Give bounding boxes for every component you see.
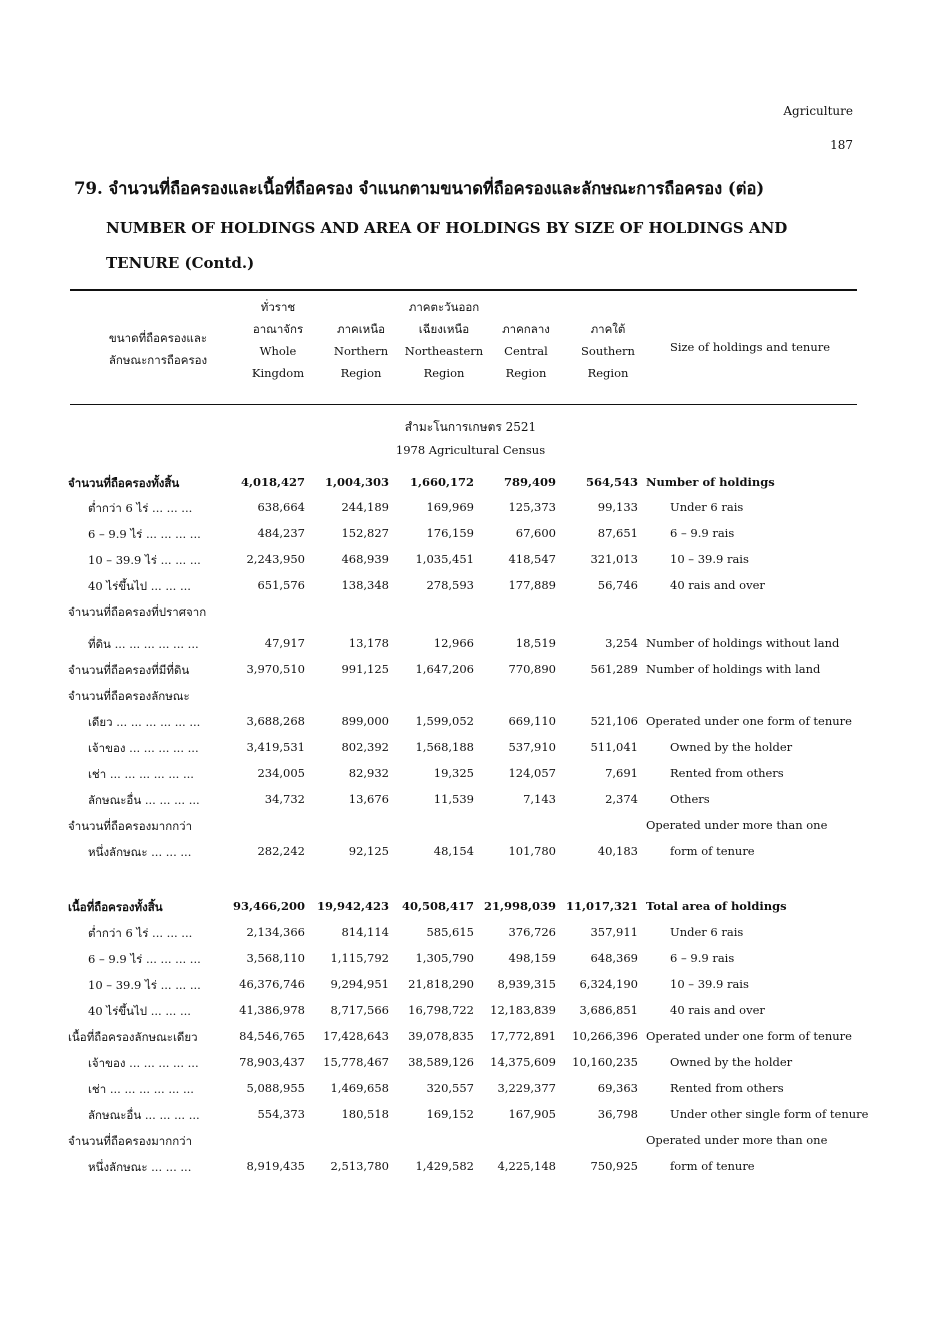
table-row	[0, 526, 941, 548]
column-header-line: ขนาดที่ถือครองและ	[108, 331, 208, 345]
table-title-english: NUMBER OF HOLDINGS AND AREA OF HOLDINGS BY SIZE OF HOLDINGS AND	[106, 219, 788, 237]
column-header-line: อาณาจักร	[252, 322, 304, 336]
row-label-english: Under 6 rais	[670, 500, 744, 514]
table-row	[0, 844, 941, 866]
row-label-thai: ต่ำกว่า 6 ไร่ ... ... ...	[88, 926, 193, 940]
cell-southern: 3,254	[605, 636, 638, 650]
cell-central: 12,183,839	[490, 1003, 556, 1017]
cell-whole-kingdom: 84,546,765	[239, 1029, 305, 1043]
cell-northeastern: 48,154	[433, 844, 474, 858]
cell-whole-kingdom: 47,917	[264, 636, 305, 650]
table-row	[0, 552, 941, 574]
cell-whole-kingdom: 234,005	[257, 766, 305, 780]
cell-central: 418,547	[508, 552, 556, 566]
column-header-line: ภาคใต้	[590, 322, 626, 336]
row-label-thai: ต่ำกว่า 6 ไร่ ... ... ...	[88, 501, 193, 515]
cell-central: 167,905	[508, 1107, 556, 1121]
row-label-thai: 10 – 39.9 ไร่ ... ... ...	[88, 553, 201, 567]
cell-whole-kingdom: 3,419,531	[246, 740, 305, 754]
cell-whole-kingdom: 651,576	[257, 578, 305, 592]
cell-northeastern: 320,557	[426, 1081, 474, 1095]
row-label-thai: จำนวนที่ถือครองที่ปราศจาก	[68, 605, 207, 619]
cell-whole-kingdom: 638,664	[257, 500, 305, 514]
cell-southern: 10,160,235	[572, 1055, 638, 1069]
cell-northern: 1,004,303	[324, 475, 389, 489]
cell-central: 669,110	[508, 714, 556, 728]
cell-northeastern: 16,798,722	[408, 1003, 474, 1017]
row-label-english: Total area of holdings	[646, 899, 787, 913]
cell-northeastern: 11,539	[433, 792, 474, 806]
cell-central: 177,889	[508, 578, 556, 592]
cell-central: 789,409	[503, 475, 556, 489]
cell-whole-kingdom: 3,568,110	[246, 951, 305, 965]
table-row	[0, 1107, 941, 1129]
cell-whole-kingdom: 46,376,746	[239, 977, 305, 991]
cell-southern: 3,686,851	[579, 1003, 638, 1017]
cell-southern: 648,369	[590, 951, 638, 965]
cell-central: 498,159	[508, 951, 556, 965]
cell-northern: 468,939	[341, 552, 389, 566]
table-row	[0, 977, 941, 999]
cell-northern: 92,125	[348, 844, 389, 858]
cell-northern: 899,000	[341, 714, 389, 728]
table-row	[0, 500, 941, 522]
table-row	[0, 951, 941, 973]
row-label-thai: จำนวนที่ถือครองลักษณะ	[68, 689, 190, 703]
cell-southern: 10,266,396	[572, 1029, 638, 1043]
cell-northern: 19,942,423	[316, 899, 389, 913]
cell-northern: 82,932	[348, 766, 389, 780]
row-label-english: Under 6 rais	[670, 925, 744, 939]
row-label-thai: หนึ่งลักษณะ ... ... ...	[88, 845, 192, 859]
cell-central: 18,519	[515, 636, 556, 650]
column-header-southern	[568, 318, 648, 384]
cell-whole-kingdom: 34,732	[264, 792, 305, 806]
table-row	[0, 818, 941, 840]
row-label-thai: หนึ่งลักษณะ ... ... ...	[88, 1160, 192, 1174]
cell-central: 14,375,609	[490, 1055, 556, 1069]
cell-central: 17,772,891	[490, 1029, 556, 1043]
row-label-english: Operated under more than one	[646, 818, 828, 832]
row-label-thai: ลักษณะอื่น ... ... ... ...	[88, 1108, 200, 1122]
table-row	[0, 578, 941, 600]
cell-northeastern: 12,966	[433, 636, 474, 650]
cell-southern: 56,746	[597, 578, 638, 592]
row-label-thai: เจ้าของ ... ... ... ... ...	[88, 1056, 199, 1070]
row-label-thai: เนื้อที่ถือครองลักษณะเดียว	[68, 1030, 198, 1044]
cell-southern: 564,543	[585, 475, 638, 489]
row-label-thai: เดียว ... ... ... ... ... ...	[88, 715, 201, 729]
row-label-english: 10 – 39.9 rais	[670, 977, 749, 991]
cell-southern: 6,324,190	[579, 977, 638, 991]
cell-whole-kingdom: 4,018,427	[240, 475, 305, 489]
cell-northern: 152,827	[341, 526, 389, 540]
table-row	[0, 1055, 941, 1077]
cell-northern: 15,778,467	[323, 1055, 389, 1069]
table-row	[0, 1029, 941, 1051]
row-label-english: Number of holdings with land	[646, 662, 821, 676]
column-header-central	[488, 318, 564, 384]
cell-northern: 244,189	[341, 500, 389, 514]
column-header-line: Northeastern	[404, 344, 484, 358]
cell-central: 8,939,315	[497, 977, 556, 991]
column-header-line: ภาคกลาง	[502, 322, 550, 336]
header-rule	[70, 404, 857, 405]
cell-northeastern: 278,593	[426, 578, 474, 592]
cell-central: 4,225,148	[497, 1159, 556, 1173]
cell-northern: 9,294,951	[330, 977, 389, 991]
row-label-thai: 6 – 9.9 ไร่ ... ... ... ...	[88, 527, 201, 541]
cell-northern: 1,469,658	[330, 1081, 389, 1095]
cell-northern: 2,513,780	[330, 1159, 389, 1173]
cell-central: 101,780	[508, 844, 556, 858]
cell-central: 124,057	[508, 766, 556, 780]
cell-southern: 357,911	[590, 925, 638, 939]
cell-northeastern: 1,660,172	[409, 475, 474, 489]
column-header-label-th	[78, 327, 238, 371]
row-label-english: Operated under one form of tenure	[646, 714, 852, 728]
cell-southern: 99,133	[597, 500, 638, 514]
cell-northern: 13,676	[348, 792, 389, 806]
table-row	[0, 766, 941, 788]
cell-southern: 87,651	[597, 526, 638, 540]
page-number: 187	[830, 138, 853, 152]
row-label-english: form of tenure	[670, 844, 755, 858]
column-header-line: Region	[587, 366, 629, 380]
cell-northern: 1,115,792	[330, 951, 389, 965]
table-row	[0, 792, 941, 814]
column-header-whole-kingdom	[240, 296, 316, 384]
row-label-english: 10 – 39.9 rais	[670, 552, 749, 566]
table-title-thai: 79. จำนวนที่ถือครองและเนื้อที่ถือครอง จำแนกตามขนาดที่ถือครองและลักษณะการถือครอง (ต่อ)	[74, 179, 765, 198]
row-label-thai: จำนวนที่ถือครองมากกว่า	[68, 1134, 193, 1148]
census-heading-english: 1978 Agricultural Census	[395, 443, 546, 457]
cell-northeastern: 169,152	[426, 1107, 474, 1121]
column-header-line: Region	[340, 366, 382, 380]
cell-northeastern: 176,159	[426, 526, 474, 540]
column-header-line: Northern	[333, 344, 389, 358]
cell-northeastern: 1,568,188	[415, 740, 474, 754]
cell-whole-kingdom: 8,919,435	[246, 1159, 305, 1173]
row-label-thai: เนื้อที่ถือครองทั้งสิ้น	[68, 900, 163, 914]
row-label-thai: 10 – 39.9 ไร่ ... ... ...	[88, 978, 201, 992]
cell-whole-kingdom: 5,088,955	[246, 1081, 305, 1095]
cell-southern: 7,691	[605, 766, 638, 780]
cell-central: 537,910	[508, 740, 556, 754]
cell-southern: 511,041	[590, 740, 638, 754]
cell-central: 67,600	[515, 526, 556, 540]
cell-whole-kingdom: 2,243,950	[246, 552, 305, 566]
cell-southern: 69,363	[597, 1081, 638, 1095]
column-header-line: Whole	[259, 344, 297, 358]
table-row	[0, 1003, 941, 1025]
cell-northern: 991,125	[341, 662, 389, 676]
row-label-english: Under other single form of tenure	[670, 1107, 869, 1121]
cell-northern: 180,518	[341, 1107, 389, 1121]
column-header-northeastern	[400, 296, 488, 384]
cell-northeastern: 1,647,206	[415, 662, 474, 676]
row-label-english: form of tenure	[670, 1159, 755, 1173]
cell-whole-kingdom: 2,134,366	[246, 925, 305, 939]
table-row	[0, 899, 941, 921]
cell-northern: 802,392	[341, 740, 389, 754]
cell-southern: 36,798	[597, 1107, 638, 1121]
table-row	[0, 688, 941, 710]
row-label-english: Rented from others	[670, 766, 784, 780]
cell-central: 21,998,039	[483, 899, 556, 913]
row-label-thai: ลักษณะอื่น ... ... ... ...	[88, 793, 200, 807]
row-label-english: Operated under more than one	[646, 1133, 828, 1147]
table-row	[0, 740, 941, 762]
cell-northeastern: 1,429,582	[415, 1159, 474, 1173]
column-header-label-en	[650, 336, 850, 358]
column-header-line: Central	[504, 344, 548, 358]
cell-southern: 2,374	[605, 792, 638, 806]
row-label-thai: เช่า ... ... ... ... ... ...	[88, 1082, 194, 1096]
cell-whole-kingdom: 554,373	[257, 1107, 305, 1121]
row-label-thai: จำนวนที่ถือครองที่มีที่ดิน	[68, 663, 190, 677]
cell-southern: 11,017,321	[565, 899, 638, 913]
row-label-english: Others	[670, 792, 710, 806]
row-label-english: Number of holdings	[646, 475, 775, 489]
cell-northeastern: 1,305,790	[415, 951, 474, 965]
row-label-english: 40 rais and over	[670, 578, 765, 592]
top-rule	[70, 289, 857, 291]
cell-southern: 750,925	[590, 1159, 638, 1173]
cell-whole-kingdom: 3,688,268	[246, 714, 305, 728]
row-label-english: Number of holdings without land	[646, 636, 840, 650]
table-title-english-cont: TENURE (Contd.)	[106, 254, 255, 272]
table-row	[0, 636, 941, 658]
table-row	[0, 662, 941, 684]
cell-northeastern: 40,508,417	[401, 899, 474, 913]
cell-northeastern: 585,615	[426, 925, 474, 939]
table-row	[0, 604, 941, 626]
cell-southern: 40,183	[597, 844, 638, 858]
cell-northern: 138,348	[341, 578, 389, 592]
cell-central: 7,143	[523, 792, 556, 806]
column-header-line: Southern	[581, 344, 635, 358]
row-label-thai: เจ้าของ ... ... ... ... ...	[88, 741, 199, 755]
table-row	[0, 1081, 941, 1103]
column-header-line: ทั่วราช	[260, 300, 296, 314]
column-header-northern	[322, 318, 400, 384]
cell-whole-kingdom: 282,242	[257, 844, 305, 858]
table-row	[0, 714, 941, 736]
census-heading-thai: สำมะโนการเกษตร 2521	[404, 420, 537, 434]
column-header-line: เฉียงเหนือ	[418, 322, 470, 336]
cell-southern: 321,013	[590, 552, 638, 566]
cell-whole-kingdom: 41,386,978	[239, 1003, 305, 1017]
row-label-english: Owned by the holder	[670, 1055, 793, 1069]
cell-central: 376,726	[508, 925, 556, 939]
cell-northeastern: 1,599,052	[415, 714, 474, 728]
table-row	[0, 1159, 941, 1181]
column-header-line: ภาคเหนือ	[336, 322, 385, 336]
row-label-thai: จำนวนที่ถือครองทั้งสิ้น	[68, 476, 180, 490]
cell-northeastern: 38,589,126	[408, 1055, 474, 1069]
cell-whole-kingdom: 78,903,437	[239, 1055, 305, 1069]
cell-northeastern: 21,818,290	[408, 977, 474, 991]
cell-central: 3,229,377	[497, 1081, 556, 1095]
column-header-line: Kingdom	[251, 366, 305, 380]
table-row	[0, 925, 941, 947]
row-label-thai: 40 ไร่ขึ้นไป ... ... ...	[88, 1004, 191, 1018]
column-header-line: Size of holdings and tenure	[669, 340, 831, 354]
row-label-english: 6 – 9.9 rais	[670, 951, 735, 965]
cell-northern: 814,114	[341, 925, 389, 939]
column-header-line: ภาคตะวันออก	[408, 300, 480, 314]
cell-northern: 8,717,566	[330, 1003, 389, 1017]
cell-northern: 13,178	[348, 636, 389, 650]
table-row	[0, 1133, 941, 1155]
cell-northern: 17,428,643	[323, 1029, 389, 1043]
cell-southern: 521,106	[590, 714, 638, 728]
cell-central: 125,373	[508, 500, 556, 514]
row-label-english: 6 – 9.9 rais	[670, 526, 735, 540]
column-header-line: Region	[505, 366, 547, 380]
cell-whole-kingdom: 484,237	[257, 526, 305, 540]
cell-whole-kingdom: 3,970,510	[246, 662, 305, 676]
row-label-english: 40 rais and over	[670, 1003, 765, 1017]
running-header: Agriculture	[783, 104, 853, 118]
row-label-thai: 40 ไร่ขึ้นไป ... ... ...	[88, 579, 191, 593]
cell-central: 770,890	[508, 662, 556, 676]
row-label-english: Operated under one form of tenure	[646, 1029, 852, 1043]
cell-northeastern: 169,969	[426, 500, 474, 514]
cell-whole-kingdom: 93,466,200	[232, 899, 305, 913]
column-header-line: Region	[423, 366, 465, 380]
row-label-english: Rented from others	[670, 1081, 784, 1095]
table-row	[0, 475, 941, 497]
cell-northeastern: 19,325	[433, 766, 474, 780]
column-header-line: ลักษณะการถือครอง	[108, 353, 208, 367]
row-label-thai: เช่า ... ... ... ... ... ...	[88, 767, 194, 781]
row-label-thai: 6 – 9.9 ไร่ ... ... ... ...	[88, 952, 201, 966]
row-label-thai: จำนวนที่ถือครองมากกว่า	[68, 819, 193, 833]
row-label-english: Owned by the holder	[670, 740, 793, 754]
cell-southern: 561,289	[590, 662, 638, 676]
cell-northeastern: 39,078,835	[408, 1029, 474, 1043]
row-label-thai: ที่ดิน ... ... ... ... ... ...	[88, 637, 199, 651]
cell-northeastern: 1,035,451	[415, 552, 474, 566]
